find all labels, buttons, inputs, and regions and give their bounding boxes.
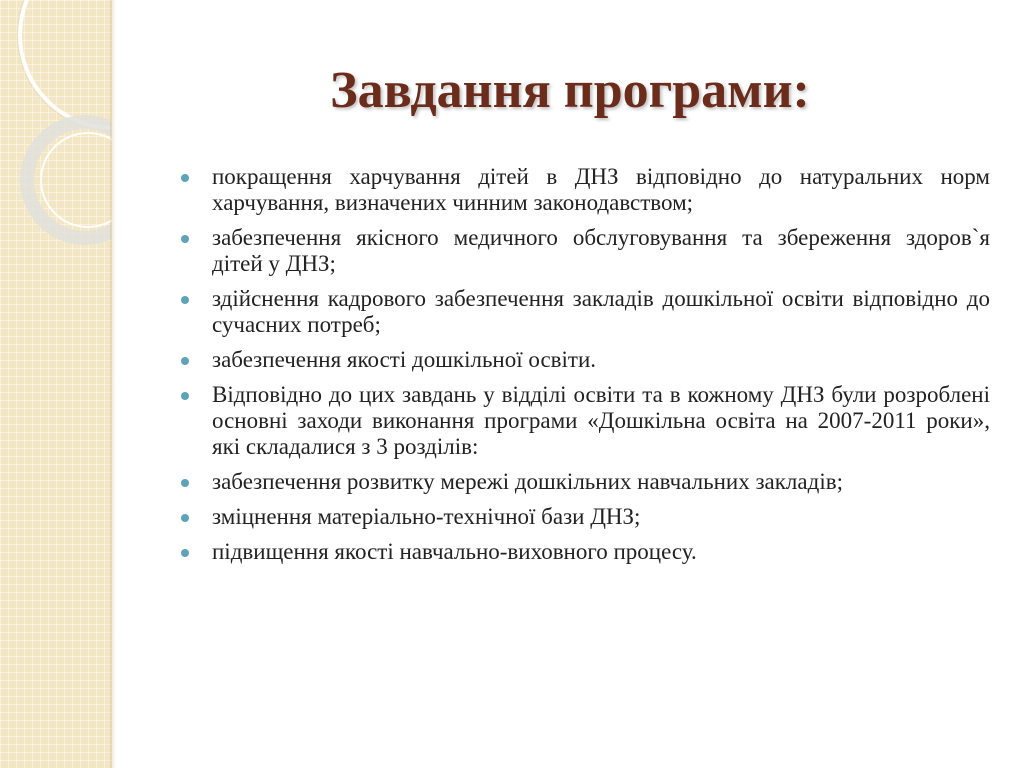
bullet-item bbox=[178, 225, 990, 277]
bullet-dot-icon bbox=[181, 514, 189, 522]
bullet-text: забезпечення розвитку мережі дошкільних навчальних закладів; bbox=[212, 469, 843, 494]
side-panel-edge bbox=[110, 0, 116, 768]
bullet-item bbox=[178, 164, 990, 216]
bullet-dot-icon bbox=[181, 392, 189, 400]
bullet-dot-icon bbox=[181, 549, 189, 557]
bullet-text: Відповідно до цих завдань у відділі освіти та в кожному ДНЗ були розроблені основні заходи виконання програми «Дошкільна освіта на 2007-2011 роки», які складалися з 3 розділів: bbox=[212, 382, 990, 459]
bullet-text: покращення харчування дітей в ДНЗ відповідно до натуральних норм харчування, визначених чинним законодавством; bbox=[212, 164, 990, 215]
bullet-dot-icon bbox=[181, 235, 189, 243]
bullet-dot-icon bbox=[181, 479, 189, 487]
bullet-dot-icon bbox=[181, 174, 189, 182]
bullet-item bbox=[178, 382, 990, 460]
bullet-list bbox=[178, 164, 990, 574]
bullet-text: забезпечення якості дошкільної освіти. bbox=[212, 347, 597, 372]
decorative-side-panel bbox=[0, 0, 112, 768]
bullet-item bbox=[178, 469, 990, 495]
bullet-dot-icon bbox=[181, 296, 189, 304]
bullet-text: підвищення якості навчально-виховного процесу. bbox=[212, 539, 697, 564]
bullet-item bbox=[178, 347, 990, 373]
bullet-item bbox=[178, 504, 990, 530]
bullet-text: забезпечення якісного медичного обслуговування та збереження здоров`я дітей у ДНЗ; bbox=[212, 225, 990, 276]
bullet-text: зміцнення матеріально-технічної бази ДНЗ; bbox=[212, 504, 641, 529]
bullet-item bbox=[178, 286, 990, 338]
bullet-item bbox=[178, 539, 990, 565]
decorative-ring bbox=[18, 0, 112, 130]
slide-title: Завдання програми: bbox=[330, 62, 810, 119]
bullet-dot-icon bbox=[181, 357, 189, 365]
bullet-text: здійснення кадрового забезпечення закладів дошкільної освіти відповідно до сучасних потреб; bbox=[212, 286, 990, 337]
